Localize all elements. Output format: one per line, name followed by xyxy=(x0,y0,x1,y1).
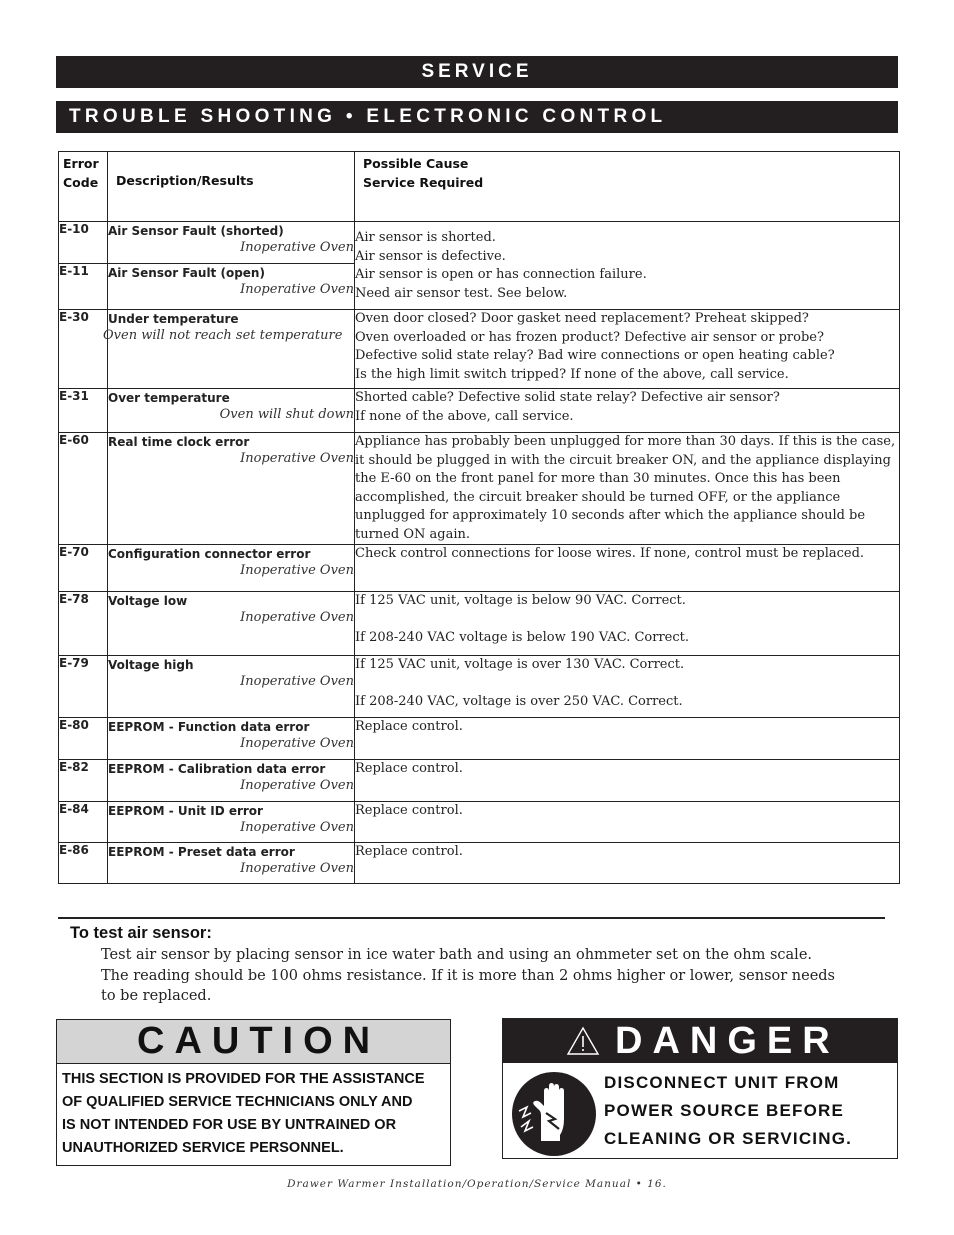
danger-title: DANGER xyxy=(615,1020,840,1062)
error-code: E-84 xyxy=(59,802,108,843)
error-code: E-60 xyxy=(59,433,108,545)
header-error-code: Error Code xyxy=(59,152,108,222)
error-cause: Replace control. xyxy=(355,802,900,843)
table-row xyxy=(59,222,900,264)
error-description: Air Sensor Fault (open) Inoperative Oven xyxy=(108,264,355,310)
error-cause: Check control connections for loose wires. If none, control must be replaced. xyxy=(355,545,900,592)
table-row xyxy=(59,843,900,884)
error-code: E-70 xyxy=(59,545,108,592)
warning-triangle-icon xyxy=(566,1026,600,1056)
error-description: Real time clock error Inoperative Oven xyxy=(108,433,355,545)
error-code: E-10 xyxy=(59,222,108,264)
error-description: Over temperature Oven will shut down xyxy=(108,389,355,433)
error-cause: Air sensor is shorted. Air sensor is defective. Air sensor is open or has connection failure. Need air sensor test. See below. xyxy=(355,222,900,310)
error-code: E-82 xyxy=(59,760,108,802)
header-description: Description/Results xyxy=(108,152,355,222)
caution-box xyxy=(56,1019,451,1166)
error-cause: Appliance has probably been unplugged for more than 30 days. If this is the case, it should be plugged in with the circuit breaker ON, and the appliance displaying the E-60 on the front panel for more than 30 minutes. Once this has been accomplished, the circuit breaker should be turned OFF, or the appliance unplugged for approximately 10 seconds after which the appliance should be turned ON again. xyxy=(355,433,900,545)
table-row xyxy=(59,656,900,718)
danger-text: DISCONNECT UNIT FROM POWER SOURCE BEFORE CLEANING OR SERVICING. xyxy=(604,1073,853,1148)
error-description: EEPROM - Unit ID error Inoperative Oven xyxy=(108,802,355,843)
error-cause: Replace control. xyxy=(355,760,900,802)
error-cause: If 125 VAC unit, voltage is below 90 VAC. Correct. If 208-240 VAC voltage is below 190 VAC. Correct. xyxy=(355,592,900,656)
error-code-table xyxy=(58,151,900,884)
section-header: SERVICE xyxy=(56,56,898,88)
error-description: Voltage low Inoperative Oven xyxy=(108,592,355,656)
table-row xyxy=(59,545,900,592)
error-code: E-86 xyxy=(59,843,108,884)
header-possible-cause: Possible Cause Service Required xyxy=(355,152,900,222)
error-cause: Replace control. xyxy=(355,843,900,884)
page-footer: Drawer Warmer Installation/Operation/Service Manual • 16. xyxy=(287,1178,667,1190)
error-code: E-80 xyxy=(59,718,108,760)
air-sensor-test-body: Test air sensor by placing sensor in ice water bath and using an ohmmeter set on the ohm scale. The reading should be 100 ohms resistance. If it is more than 2 ohms higher or lower, sensor needs to be replaced. xyxy=(101,947,835,1004)
error-cause: Replace control. xyxy=(355,718,900,760)
error-code: E-78 xyxy=(59,592,108,656)
divider xyxy=(58,917,885,919)
danger-header xyxy=(503,1019,897,1063)
danger-box xyxy=(502,1018,898,1159)
table-row xyxy=(59,760,900,802)
error-code: E-79 xyxy=(59,656,108,718)
subsection-header: TROUBLE SHOOTING • ELECTRONIC CONTROL xyxy=(56,101,898,133)
error-description: EEPROM - Function data error Inoperative Oven xyxy=(108,718,355,760)
error-cause: If 125 VAC unit, voltage is over 130 VAC. Correct. If 208-240 VAC, voltage is over 250 VAC. Correct. xyxy=(355,656,900,718)
caution-text: THIS SECTION IS PROVIDED FOR THE ASSISTANCE OF QUALIFIED SERVICE TECHNICIANS ONLY AND IS NOT INTENDED FOR USE BY UNTRAINED OR UNAUTHORIZED SERVICE PERSONNEL. xyxy=(62,1071,425,1156)
error-code: E-11 xyxy=(59,264,108,310)
air-sensor-test-title: To test air sensor: xyxy=(70,924,212,942)
error-description: EEPROM - Preset data error Inoperative Oven xyxy=(108,843,355,884)
table-header-row xyxy=(59,152,900,222)
table-row xyxy=(59,310,900,389)
caution-title: CAUTION xyxy=(57,1020,450,1064)
error-code: E-30 xyxy=(59,310,108,389)
error-description: EEPROM - Calibration data error Inoperative Oven xyxy=(108,760,355,802)
error-description: Voltage high Inoperative Oven xyxy=(108,656,355,718)
table-row xyxy=(59,433,900,545)
table-row xyxy=(59,389,900,433)
error-description: Air Sensor Fault (shorted) Inoperative Oven xyxy=(108,222,355,264)
error-code: E-31 xyxy=(59,389,108,433)
error-description: Configuration connector error Inoperative Oven xyxy=(108,545,355,592)
table-row xyxy=(59,592,900,656)
error-cause: Shorted cable? Defective solid state relay? Defective air sensor? If none of the above, call service. xyxy=(355,389,900,433)
table-row xyxy=(59,718,900,760)
error-cause: Oven door closed? Door gasket need replacement? Preheat skipped? Oven overloaded or has frozen product? Defective air sensor or probe? Defective solid state relay? Bad wire connections or open heating cable? Is the high limit switch tripped? If none of the above, call service. xyxy=(355,310,900,389)
table-row xyxy=(59,802,900,843)
electric-shock-hand-icon xyxy=(511,1071,597,1157)
error-description: Under temperature Oven will not reach set temperature xyxy=(108,310,355,389)
